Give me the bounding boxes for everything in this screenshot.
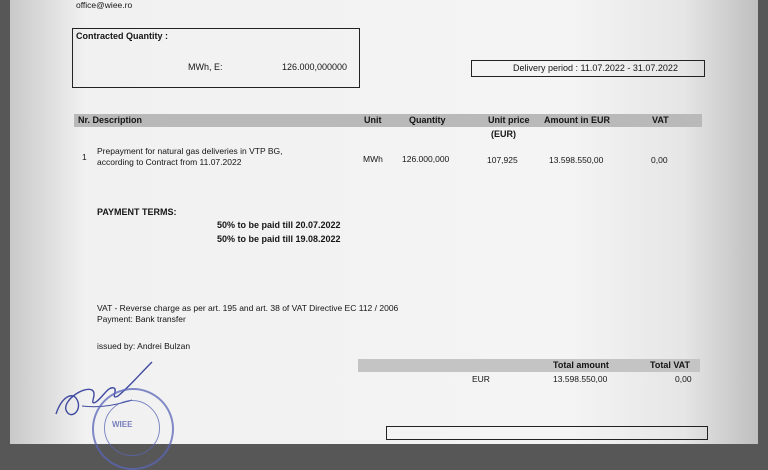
- header-unit-price-currency: (EUR): [491, 129, 516, 139]
- totals-vat-header: Total VAT: [650, 360, 690, 370]
- row-unit-price: 107,925: [487, 155, 518, 165]
- totals-currency: EUR: [472, 374, 490, 384]
- totals-vat: 0,00: [675, 374, 692, 384]
- contracted-quantity-title: Contracted Quantity :: [76, 31, 169, 41]
- delivery-period: Delivery period : 11.07.2022 - 31.07.2022: [513, 63, 678, 73]
- header-unit: Unit: [364, 115, 382, 125]
- totals-header-bar: [358, 359, 700, 372]
- header-quantity: Quantity: [409, 115, 446, 125]
- payment-terms-title: PAYMENT TERMS:: [97, 207, 177, 217]
- bottom-total-box: [386, 426, 708, 440]
- payment-term-2: 50% to be paid till 19.08.2022: [217, 234, 341, 244]
- header-amount: Amount in EUR: [544, 115, 610, 125]
- header-unit-price: Unit price: [488, 115, 530, 125]
- row-description-line1: Prepayment for natural gas deliveries in VTP BG,: [97, 146, 283, 156]
- row-description-line2: according to Contract from 11.07.2022: [97, 157, 242, 167]
- contracted-quantity-unit: MWh, E:: [188, 62, 223, 72]
- totals-amount: 13.598.550,00: [553, 374, 608, 384]
- contracted-quantity-value: 126.000,000000: [282, 62, 348, 72]
- issued-by: issued by: Andrei Bulzan: [97, 341, 191, 351]
- payment-method: Payment: Bank transfer: [97, 314, 186, 324]
- company-stamp-icon: WIEE: [92, 388, 174, 470]
- totals-amount-header: Total amount: [553, 360, 609, 370]
- row-nr: 1: [82, 152, 87, 162]
- row-vat: 0,00: [651, 155, 668, 165]
- row-quantity: 126.000,000: [402, 154, 450, 164]
- row-unit: MWh: [363, 154, 383, 164]
- vat-note: VAT - Reverse charge as per art. 195 and art. 38 of VAT Directive EC 112 / 2006: [97, 303, 399, 313]
- header-vat: VAT: [652, 115, 669, 125]
- company-email: office@wiee.ro: [76, 0, 133, 10]
- row-amount: 13.598.550,00: [549, 155, 604, 165]
- payment-term-1: 50% to be paid till 20.07.2022: [217, 220, 341, 230]
- header-nr-description: Nr. Description: [78, 115, 143, 125]
